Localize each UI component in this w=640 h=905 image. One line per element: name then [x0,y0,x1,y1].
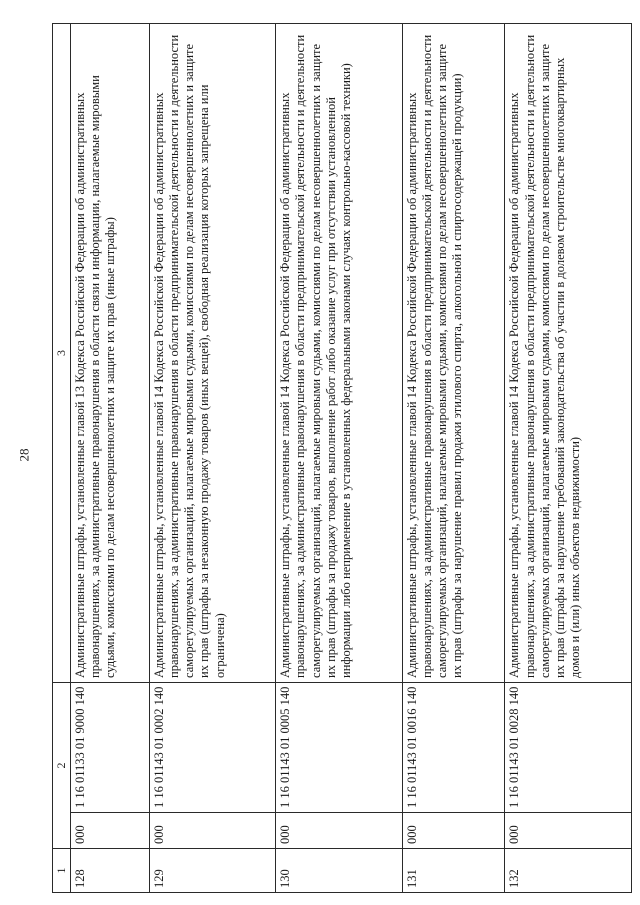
kbk-code: 1 16 01143 01 0028 140 [505,683,632,813]
table-row [276,24,403,893]
row-number: 128 [70,849,149,893]
table-row [70,24,149,893]
admin-code: 000 [70,813,149,849]
kbk-table [52,23,632,893]
kbk-code: 1 16 01143 01 0005 140 [276,683,403,813]
row-number: 132 [505,849,632,893]
row-number: 129 [149,849,276,893]
admin-code: 000 [505,813,632,849]
admin-code: 000 [276,813,403,849]
row-number: 130 [276,849,403,893]
kbk-description: Административные штрафы, установленные главой 14 Кодекса Российской Федерации об административных правонарушениях, за административные правонарушения в области предпринимательской деятельности и деятельности саморегулируемых организаций, налагаемые мировыми судьями, комиссиями по делам несовершеннолетних и защите их прав (штрафы за незаконную продажу товаров (иных вещей), свободная реализация которых запрещена или ограничена) [149,24,276,683]
kbk-code: 1 16 01143 01 0002 140 [149,683,276,813]
table-row [402,24,505,893]
header-col-2: 2 [53,683,71,849]
header-col-1: 1 [53,849,71,893]
table-row [505,24,632,893]
admin-code: 000 [149,813,276,849]
kbk-description: Административные штрафы, установленные главой 14 Кодекса Российской Федерации об административных правонарушениях, за административные правонарушения в области предпринимательской деятельности и деятельности саморегулируемых организаций, налагаемые мировыми судьями, комиссиями по делам несовершеннолетних и защите их прав (штрафы за нарушение требований законодательства об участии в долевом строительстве многоквартирных домов и (или) иных объектов недвижимости) [505,24,632,683]
header-col-3: 3 [53,24,71,683]
row-number: 131 [402,849,505,893]
kbk-description: Административные штрафы, установленные главой 14 Кодекса Российской Федерации об административных правонарушениях, за административные правонарушения в области предпринимательской деятельности и деятельности саморегулируемых организаций, налагаемые мировыми судьями, комиссиями по делам несовершеннолетних и защите их прав (штрафы за продажу товаров, выполнение работ либо оказание услуг при отсутствии установленной информации либо неприменение в установленных федеральными законами случаях контрольно-кассовой техники) [276,24,403,683]
header-row [53,24,71,893]
kbk-description: Административные штрафы, установленные главой 14 Кодекса Российской Федерации об административных правонарушениях, за административные правонарушения в области предпринимательской деятельности и деятельности саморегулируемых организаций, налагаемые мировыми судьями, комиссиями по делам несовершеннолетних и защите их прав (штрафы за нарушение правил продажи этилового спирта, алкогольной и спиртосодержащей продукции) [402,24,505,683]
table-row [149,24,276,893]
kbk-code: 1 16 01133 01 9000 140 [70,683,149,813]
admin-code: 000 [402,813,505,849]
kbk-description: Административные штрафы, установленные главой 13 Кодекса Российской Федерации об административных правонарушениях, за административные правонарушения в области связи и информации, налагаемые мировыми судьями, комиссиями по делам несовершеннолетних и защите их прав (иные штрафы) [70,24,149,683]
rotated-page-content [52,23,632,893]
page-number: 28 [16,448,32,462]
kbk-code: 1 16 01143 01 0016 140 [402,683,505,813]
